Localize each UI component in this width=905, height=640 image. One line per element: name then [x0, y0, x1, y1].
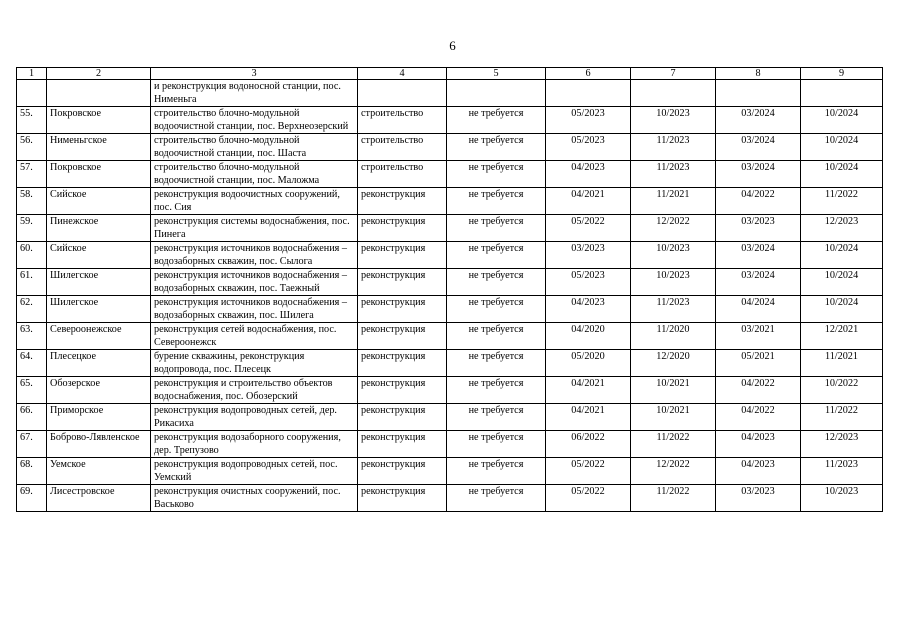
approval-cell: не требуется [447, 458, 546, 485]
end-date-cell: 10/2023 [631, 242, 716, 269]
work-type-cell: реконструкция [358, 242, 447, 269]
end-date-cell-2: 10/2024 [801, 242, 883, 269]
column-header: 8 [716, 68, 801, 80]
approval-cell: не требуется [447, 269, 546, 296]
row-number-cell: 63. [17, 323, 47, 350]
approval-cell: не требуется [447, 188, 546, 215]
start-date-cell: 04/2021 [546, 188, 631, 215]
start-date-cell: 03/2023 [546, 242, 631, 269]
table-row [17, 485, 883, 512]
settlement-cell: Покровское [47, 107, 151, 134]
column-header: 4 [358, 68, 447, 80]
work-type-cell: строительство [358, 161, 447, 188]
table-row [17, 134, 883, 161]
start-date-cell: 05/2022 [546, 215, 631, 242]
measure-cell: реконструкция источников водоснабжения – водозаборных скважин, пос. Таежный [151, 269, 358, 296]
settlement-cell: Шилегское [47, 269, 151, 296]
settlement-cell: Нименьгское [47, 134, 151, 161]
table-row [17, 458, 883, 485]
end-date-cell-2: 12/2021 [801, 323, 883, 350]
work-type-cell: реконструкция [358, 296, 447, 323]
work-type-cell: реконструкция [358, 377, 447, 404]
row-number-cell: 55. [17, 107, 47, 134]
table-row [17, 404, 883, 431]
row-number-cell: 69. [17, 485, 47, 512]
end-date-cell: 11/2023 [631, 134, 716, 161]
start-date-cell-2: 03/2023 [716, 485, 801, 512]
start-date-cell-2: 03/2024 [716, 161, 801, 188]
table-cell [47, 80, 151, 107]
start-date-cell-2: 04/2024 [716, 296, 801, 323]
start-date-cell: 04/2021 [546, 404, 631, 431]
settlement-cell: Сийское [47, 188, 151, 215]
page-number: 6 [449, 38, 456, 53]
table-row [17, 107, 883, 134]
row-number-cell: 68. [17, 458, 47, 485]
start-date-cell-2: 03/2024 [716, 134, 801, 161]
table-row [17, 242, 883, 269]
approval-cell: не требуется [447, 107, 546, 134]
end-date-cell-2: 12/2023 [801, 215, 883, 242]
work-type-cell: строительство [358, 134, 447, 161]
settlement-cell: Обозерское [47, 377, 151, 404]
end-date-cell: 11/2022 [631, 485, 716, 512]
approval-cell: не требуется [447, 296, 546, 323]
table-row [17, 377, 883, 404]
end-date-cell-2: 10/2024 [801, 107, 883, 134]
start-date-cell: 04/2021 [546, 377, 631, 404]
work-type-cell: реконструкция [358, 269, 447, 296]
approval-cell: не требуется [447, 485, 546, 512]
measure-cell: реконструкция водопроводных сетей, дер. Рикасиха [151, 404, 358, 431]
end-date-cell: 12/2022 [631, 458, 716, 485]
table-cell [716, 80, 801, 107]
measure-cell: реконструкция водозаборного сооружения, дер. Трепузово [151, 431, 358, 458]
table-cell [631, 80, 716, 107]
start-date-cell: 04/2023 [546, 296, 631, 323]
start-date-cell: 05/2023 [546, 269, 631, 296]
approval-cell: не требуется [447, 242, 546, 269]
row-number-cell: 65. [17, 377, 47, 404]
start-date-cell-2: 04/2022 [716, 404, 801, 431]
start-date-cell-2: 03/2024 [716, 107, 801, 134]
start-date-cell: 04/2020 [546, 323, 631, 350]
table-cell [358, 80, 447, 107]
row-number-cell: 64. [17, 350, 47, 377]
table-row [17, 161, 883, 188]
start-date-cell-2: 03/2023 [716, 215, 801, 242]
row-number-cell: 59. [17, 215, 47, 242]
end-date-cell: 12/2022 [631, 215, 716, 242]
start-date-cell: 05/2022 [546, 485, 631, 512]
start-date-cell: 06/2022 [546, 431, 631, 458]
column-header: 5 [447, 68, 546, 80]
table-cell: и реконструкция водоносной станции, пос. Нименьга [151, 80, 358, 107]
settlement-cell: Пинежское [47, 215, 151, 242]
end-date-cell: 11/2021 [631, 188, 716, 215]
approval-cell: не требуется [447, 323, 546, 350]
row-number-cell: 57. [17, 161, 47, 188]
column-header: 7 [631, 68, 716, 80]
measure-cell: реконструкция водопроводных сетей, пос. Уемский [151, 458, 358, 485]
measure-cell: бурение скважины, реконструкция водопровода, пос. Плесецк [151, 350, 358, 377]
table-row [17, 215, 883, 242]
measure-cell: строительство блочно-модульной водоочистной станции, пос. Маложма [151, 161, 358, 188]
end-date-cell: 11/2023 [631, 161, 716, 188]
approval-cell: не требуется [447, 431, 546, 458]
table-cell [17, 80, 47, 107]
start-date-cell-2: 03/2024 [716, 242, 801, 269]
table-cell [546, 80, 631, 107]
column-header: 3 [151, 68, 358, 80]
approval-cell: не требуется [447, 377, 546, 404]
table-row [17, 269, 883, 296]
row-number-cell: 60. [17, 242, 47, 269]
approval-cell: не требуется [447, 215, 546, 242]
work-type-cell: реконструкция [358, 431, 447, 458]
column-header: 2 [47, 68, 151, 80]
start-date-cell-2: 04/2022 [716, 377, 801, 404]
end-date-cell-2: 11/2022 [801, 188, 883, 215]
column-number-header-row [17, 68, 883, 80]
start-date-cell: 05/2022 [546, 458, 631, 485]
row-number-cell: 58. [17, 188, 47, 215]
end-date-cell: 10/2023 [631, 107, 716, 134]
start-date-cell-2: 03/2021 [716, 323, 801, 350]
end-date-cell-2: 11/2023 [801, 458, 883, 485]
end-date-cell-2: 11/2022 [801, 404, 883, 431]
table-cell [801, 80, 883, 107]
start-date-cell-2: 04/2023 [716, 431, 801, 458]
end-date-cell-2: 11/2021 [801, 350, 883, 377]
end-date-cell: 11/2023 [631, 296, 716, 323]
end-date-cell: 10/2021 [631, 377, 716, 404]
table-row [17, 188, 883, 215]
measure-cell: реконструкция и строительство объектов водоснабжения, пос. Обозерский [151, 377, 358, 404]
column-header: 1 [17, 68, 47, 80]
work-type-cell: реконструкция [358, 485, 447, 512]
end-date-cell-2: 10/2024 [801, 296, 883, 323]
start-date-cell-2: 04/2022 [716, 188, 801, 215]
end-date-cell: 11/2020 [631, 323, 716, 350]
start-date-cell: 05/2023 [546, 107, 631, 134]
settlement-cell: Приморское [47, 404, 151, 431]
column-header: 6 [546, 68, 631, 80]
end-date-cell-2: 10/2022 [801, 377, 883, 404]
settlement-cell: Сийское [47, 242, 151, 269]
settlement-cell: Лисестровское [47, 485, 151, 512]
settlement-cell: Боброво-Лявленское [47, 431, 151, 458]
table-cell [447, 80, 546, 107]
end-date-cell-2: 10/2024 [801, 161, 883, 188]
work-type-cell: реконструкция [358, 188, 447, 215]
start-date-cell: 04/2023 [546, 161, 631, 188]
end-date-cell-2: 12/2023 [801, 431, 883, 458]
start-date-cell-2: 04/2023 [716, 458, 801, 485]
approval-cell: не требуется [447, 350, 546, 377]
approval-cell: не требуется [447, 161, 546, 188]
start-date-cell-2: 03/2024 [716, 269, 801, 296]
end-date-cell-2: 10/2023 [801, 485, 883, 512]
measure-cell: реконструкция источников водоснабжения – водозаборных скважин, пос. Сылога [151, 242, 358, 269]
approval-cell: не требуется [447, 134, 546, 161]
measure-cell: строительство блочно-модульной водоочистной станции, пос. Верхнеозерский [151, 107, 358, 134]
settlement-cell: Плесецкое [47, 350, 151, 377]
row-number-cell: 61. [17, 269, 47, 296]
end-date-cell: 10/2023 [631, 269, 716, 296]
investment-plan-table [16, 67, 883, 512]
row-number-cell: 66. [17, 404, 47, 431]
work-type-cell: реконструкция [358, 350, 447, 377]
work-type-cell: реконструкция [358, 215, 447, 242]
measure-cell: реконструкция системы водоснабжения, пос. Пинега [151, 215, 358, 242]
end-date-cell: 12/2020 [631, 350, 716, 377]
measure-cell: реконструкция источников водоснабжения – водозаборных скважин, пос. Шилега [151, 296, 358, 323]
work-type-cell: реконструкция [358, 404, 447, 431]
settlement-cell: Покровское [47, 161, 151, 188]
column-header: 9 [801, 68, 883, 80]
start-date-cell: 05/2023 [546, 134, 631, 161]
table-row [17, 323, 883, 350]
settlement-cell: Уемское [47, 458, 151, 485]
start-date-cell: 05/2020 [546, 350, 631, 377]
end-date-cell-2: 10/2024 [801, 269, 883, 296]
work-type-cell: реконструкция [358, 323, 447, 350]
measure-cell: реконструкция водоочистных сооружений, пос. Сия [151, 188, 358, 215]
continuation-row [17, 80, 883, 107]
end-date-cell-2: 10/2024 [801, 134, 883, 161]
end-date-cell: 11/2022 [631, 431, 716, 458]
work-type-cell: реконструкция [358, 458, 447, 485]
end-date-cell: 10/2021 [631, 404, 716, 431]
approval-cell: не требуется [447, 404, 546, 431]
measure-cell: строительство блочно-модульной водоочистной станции, пос. Шаста [151, 134, 358, 161]
table-row [17, 431, 883, 458]
table-row [17, 296, 883, 323]
row-number-cell: 67. [17, 431, 47, 458]
settlement-cell: Шилегское [47, 296, 151, 323]
row-number-cell: 56. [17, 134, 47, 161]
start-date-cell-2: 05/2021 [716, 350, 801, 377]
settlement-cell: Североонежское [47, 323, 151, 350]
work-type-cell: строительство [358, 107, 447, 134]
measure-cell: реконструкция очистных сооружений, пос. Васьково [151, 485, 358, 512]
row-number-cell: 62. [17, 296, 47, 323]
table-row [17, 350, 883, 377]
measure-cell: реконструкция сетей водоснабжения, пос. Североонежск [151, 323, 358, 350]
